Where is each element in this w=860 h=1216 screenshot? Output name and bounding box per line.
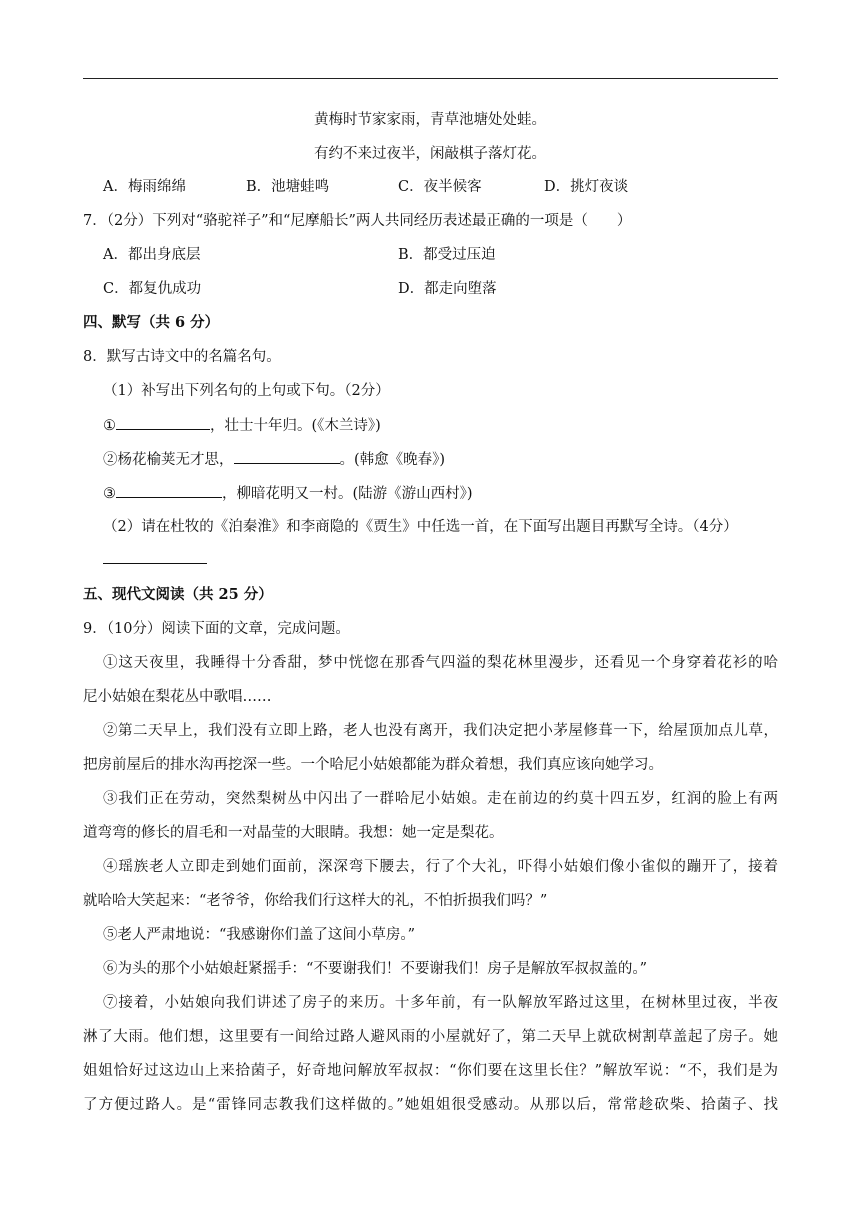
q8-stem: 8．默写古诗文中的名篇名句。 (83, 349, 281, 365)
section4-heading: 四、默写（共 6 分） (83, 314, 220, 331)
passage-p7-line4: 了方便过路人。是“雷锋同志教我们这样做的。”她姐姐很受感动。从那以后，常常趁砍柴、拾菌子、找 (83, 1097, 778, 1113)
q8-sub1: （1）补写出下列名句的上句或下句。（2分） (103, 383, 390, 399)
item-2-number: ② (103, 452, 118, 468)
q6-option-b: B．池塘蛙鸣 (246, 179, 330, 195)
item-1-number: ① (103, 418, 116, 434)
q7-stem: 7．（2分）下列对“骆驼祥子”和“尼摩船长”两人共同经历表述最正确的一项是（ ） (83, 213, 632, 229)
item-1-text: ，壮士十年归。(《木兰诗》) (210, 418, 381, 434)
q6-option-a: A．梅雨绵绵 (103, 179, 186, 195)
q7-option-b: B．都受过压迫 (398, 247, 496, 263)
header-rule (83, 78, 778, 79)
passage-p7-line3: 姐姐恰好过这边山上来拾菌子，好奇地问解放军叔叔：“你们要在这里长住？”解放军说：“不，我们是为 (83, 1063, 778, 1079)
q7-option-c: C．都复仇成功 (103, 281, 202, 297)
section5-heading: 五、现代文阅读（共 25 分） (83, 586, 273, 603)
item-3-text: ，柳暗花明又一村。(陆游《游山西村》) (222, 486, 473, 502)
passage-p3-line2: 道弯弯的修长的眉毛和一对晶莹的大眼睛。我想：她一定是梨花。 (83, 825, 504, 841)
passage-p1-line2: 尼小姑娘在梨花丛中歌唱…… (83, 689, 272, 705)
passage-p7-line1: ⑦接着，小姑娘向我们讲述了房子的来历。十多年前，有一队解放军路过这里，在树林里过夜，半夜 (103, 995, 778, 1011)
passage-p6: ⑥为头的那个小姑娘赶紧摇手：“不要谢我们！不要谢我们！房子是解放军叔叔盖的。” (103, 961, 648, 977)
q7-option-a: A．都出身底层 (103, 247, 201, 263)
item-2-post: 。(韩愈《晚春》) (339, 452, 446, 468)
item-2-pre: 杨花榆荚无才思， (117, 452, 234, 468)
passage-p5: ⑤老人严肃地说：“我感谢你们盖了这间小草房。” (103, 927, 416, 943)
passage-p3-line1: ③我们正在劳动，突然梨树丛中闪出了一群哈尼小姑娘。走在前边的约莫十四五岁，红润的脸上有两 (103, 791, 778, 807)
passage-p7-line2: 淋了大雨。他们想，这里要有一间给过路人避风雨的小屋就好了，第二天早上就砍树割草盖起了房子。她 (83, 1029, 778, 1045)
fill-blank-2[interactable] (234, 449, 340, 464)
q9-stem: 9．（10分）阅读下面的文章，完成问题。 (83, 621, 350, 637)
passage-p4-line1: ④瑶族老人立即走到她们面前，深深弯下腰去，行了个大礼，吓得小姑娘们像小雀似的蹦开了，接着 (103, 859, 778, 875)
q8-item-2 (103, 449, 445, 470)
poem-line-1: 黄梅时节家家雨，青草池塘处处蛙。 (314, 112, 546, 128)
fill-blank-1[interactable] (116, 415, 210, 430)
q8-item-3 (103, 483, 473, 504)
q6-option-d: D．挑灯夜谈 (544, 179, 629, 195)
q6-option-c: C．夜半候客 (398, 179, 482, 195)
item-3-number: ③ (103, 486, 116, 502)
q8-item-1 (103, 415, 381, 436)
passage-p4-line2: 就哈哈大笑起来：“老爷爷，你给我们行这样大的礼，不怕折损我们吗？” (83, 893, 548, 909)
q8-sub2: （2）请在杜牧的《泊秦淮》和李商隐的《贾生》中任选一首，在下面写出题目再默写全诗。（4分） (103, 519, 738, 535)
passage-p2-line2: 把房前屋后的排水沟再挖深一些。一个哈尼小姑娘都能为群众着想，我们真应该向她学习。 (83, 757, 663, 773)
fill-blank-3[interactable] (116, 483, 222, 498)
passage-p1-line1: ①这天夜里，我睡得十分香甜，梦中恍惚在那香气四溢的梨花林里漫步，还看见一个身穿着花衫的哈 (103, 655, 778, 671)
poem-line-2: 有约不来过夜半，闲敲棋子落灯花。 (314, 146, 546, 162)
q7-option-d: D．都走向堕落 (398, 281, 497, 297)
poem-answer-blank[interactable] (103, 563, 207, 564)
passage-p2-line1: ②第二天早上，我们没有立即上路，老人也没有离开，我们决定把小茅屋修葺一下，给屋顶加点儿草， (103, 723, 778, 739)
